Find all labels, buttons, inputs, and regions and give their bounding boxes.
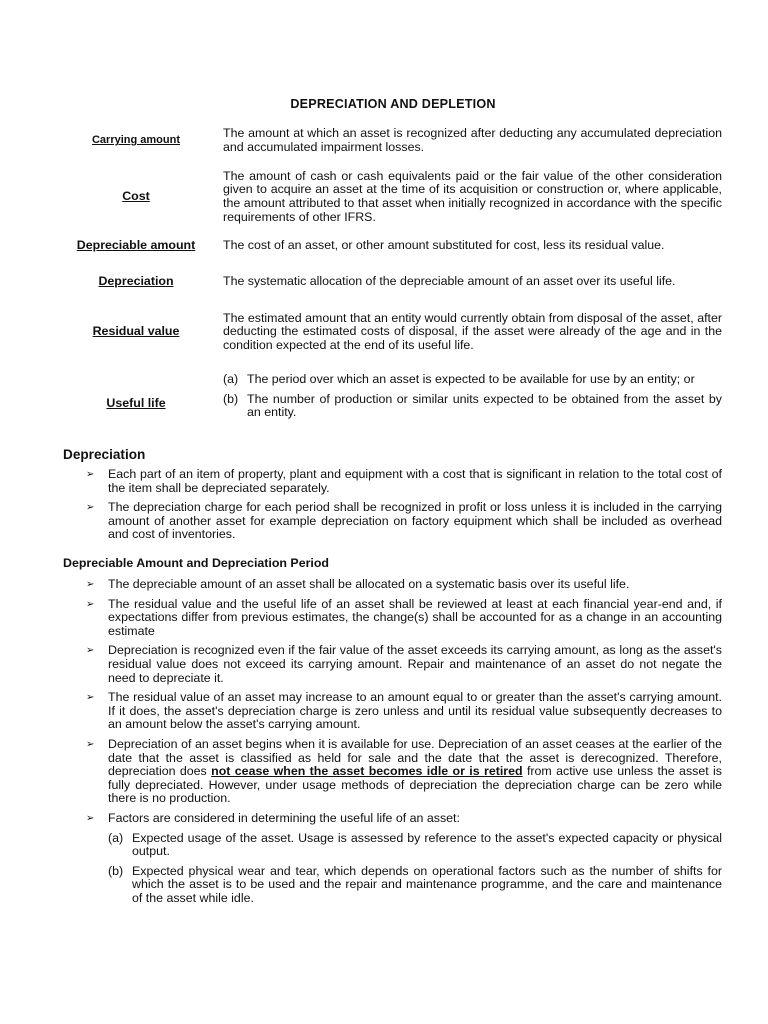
definition-cost bbox=[62, 169, 722, 225]
arrow-bullet-icon: ➢ bbox=[86, 692, 95, 704]
definition-term: Cost bbox=[122, 189, 150, 204]
bullet-text-after: from active use unless the asset is fully depreciated. However, under usage methods of depreciation the depreciation charge can be zero while there is no production. bbox=[108, 764, 722, 806]
definition-desc: The estimated amount that an entity would currently obtain from disposal of the asset, after deducting the estimated costs of disposal, if the asset were already of the age and in the condition expected at the end of its useful life. bbox=[223, 310, 722, 352]
arrow-bullet-icon: ➢ bbox=[86, 738, 95, 750]
item-label: (b) bbox=[108, 863, 124, 878]
item-text: The period over which an asset is expected to be available for use by an entity; or bbox=[247, 372, 695, 386]
bullet-text-emphasis: not cease when the asset becomes idle or is retired bbox=[211, 764, 523, 779]
definition-residual-value bbox=[62, 311, 722, 353]
arrow-bullet-icon: ➢ bbox=[86, 579, 95, 590]
bullet-text: The depreciation charge for each period shall be recognized in profit or loss unless it is included in the carrying amount of another asset for example depreciation on factory equipment which shall be included as overhead and cost of inventories. bbox=[108, 500, 722, 542]
list-item bbox=[86, 501, 722, 542]
definition-desc: The cost of an asset, or other amount substituted for cost, less its residual value. bbox=[223, 238, 665, 253]
item-text: Expected physical wear and tear, which depends on operational factors such as the number of shifts for which the asset is to be used and the repair and maintenance programme, and the care and maintenance of the asset while idle. bbox=[132, 863, 722, 905]
definition-depreciation bbox=[62, 268, 722, 296]
arrow-bullet-icon: ➢ bbox=[86, 502, 95, 514]
definition-carrying-amount bbox=[62, 127, 722, 155]
factors-list bbox=[108, 832, 722, 906]
definition-term: Depreciable amount bbox=[76, 238, 196, 253]
definition-useful-life bbox=[62, 373, 722, 435]
list-item bbox=[86, 644, 722, 685]
arrow-bullet-icon: ➢ bbox=[86, 598, 95, 610]
definition-term: Useful life bbox=[106, 396, 166, 411]
list-item bbox=[86, 691, 722, 732]
list-item bbox=[86, 468, 722, 495]
arrow-bullet-icon: ➢ bbox=[86, 812, 95, 824]
item-label: (a) bbox=[223, 372, 239, 386]
factors-intro: Factors are considered in determining the useful life of an asset: bbox=[108, 810, 460, 825]
arrow-bullet-icon: ➢ bbox=[86, 469, 95, 480]
definition-desc: The amount at which an asset is recognized after deducting any accumulated depreciation and accumulated impairment losses. bbox=[223, 126, 722, 154]
page-title: DEPRECIATION AND DEPLETION bbox=[290, 97, 496, 111]
definition-term: Depreciation bbox=[98, 274, 174, 289]
bullet-text bbox=[108, 738, 722, 806]
section-heading-depreciable-amount: Depreciable Amount and Depreciation Period bbox=[63, 556, 329, 570]
depreciation-bullet-list bbox=[86, 468, 722, 548]
list-item bbox=[86, 812, 722, 912]
list-item bbox=[86, 578, 722, 592]
item-text: Expected usage of the asset. Usage is assessed by reference to the asset's expected capacity or physical output. bbox=[132, 830, 722, 859]
list-item bbox=[86, 598, 722, 639]
bullet-text: The residual value and the useful life of an asset shall be reviewed at least at each financial year-end and, if expectations differ from previous estimates, the change(s) shall be accounted for as a change in an accounting estimate bbox=[108, 596, 722, 638]
factor-item bbox=[108, 865, 722, 906]
factor-item bbox=[108, 832, 722, 859]
item-label: (b) bbox=[223, 391, 239, 406]
definition-desc bbox=[223, 373, 722, 426]
item-text: The number of production or similar units expected to be obtained from the asset by an entity. bbox=[247, 391, 722, 420]
definition-term: Carrying amount bbox=[91, 134, 180, 147]
bullet-text: The depreciable amount of an asset shall be allocated on a systematic basis over its useful life. bbox=[108, 577, 630, 591]
useful-life-item bbox=[223, 373, 722, 387]
definition-term: Residual value bbox=[92, 324, 180, 339]
section-heading-depreciation: Depreciation bbox=[63, 447, 146, 462]
bullet-text-before: Depreciation of an asset begins when it is available for use. Depreciation of an asset ceases at the earlier of the date that the asset is classified as held for sale and the date that the asset is derecognized. Therefore, depreciation does bbox=[108, 736, 722, 779]
bullet-text: The residual value of an asset may increase to an amount equal to or greater than the asset's carrying amount. If it does, the asset's depreciation charge is zero unless and until its residual value subsequently decreases to an amount below the asset's carrying amount. bbox=[108, 690, 722, 732]
bullet-text: Depreciation is recognized even if the fair value of the asset exceeds its carrying amount, as long as the asset's residual value does not exceed its carrying amount. Repair and maintenance of an asset do not negate the need to depreciate it. bbox=[108, 643, 722, 685]
item-label: (a) bbox=[108, 830, 124, 845]
depreciable-amount-bullet-list bbox=[86, 578, 722, 917]
bullet-text: Each part of an item of property, plant and equipment with a cost that is significant in relation to the total cost of the item shall be depreciated separately. bbox=[108, 467, 722, 495]
definition-desc: The amount of cash or cash equivalents paid or the fair value of the other consideration given to acquire an asset at the time of its acquisition or construction or, where applicable, the amount attributed to that asset when initially recognized in accordance with the specific requirements of other IFRS. bbox=[223, 168, 722, 224]
list-item bbox=[86, 738, 722, 806]
arrow-bullet-icon: ➢ bbox=[86, 645, 95, 657]
definition-depreciable-amount bbox=[62, 239, 722, 253]
useful-life-item bbox=[223, 393, 722, 420]
definition-desc: The systematic allocation of the depreciable amount of an asset over its useful life. bbox=[223, 274, 676, 289]
bullet-text bbox=[108, 812, 722, 912]
